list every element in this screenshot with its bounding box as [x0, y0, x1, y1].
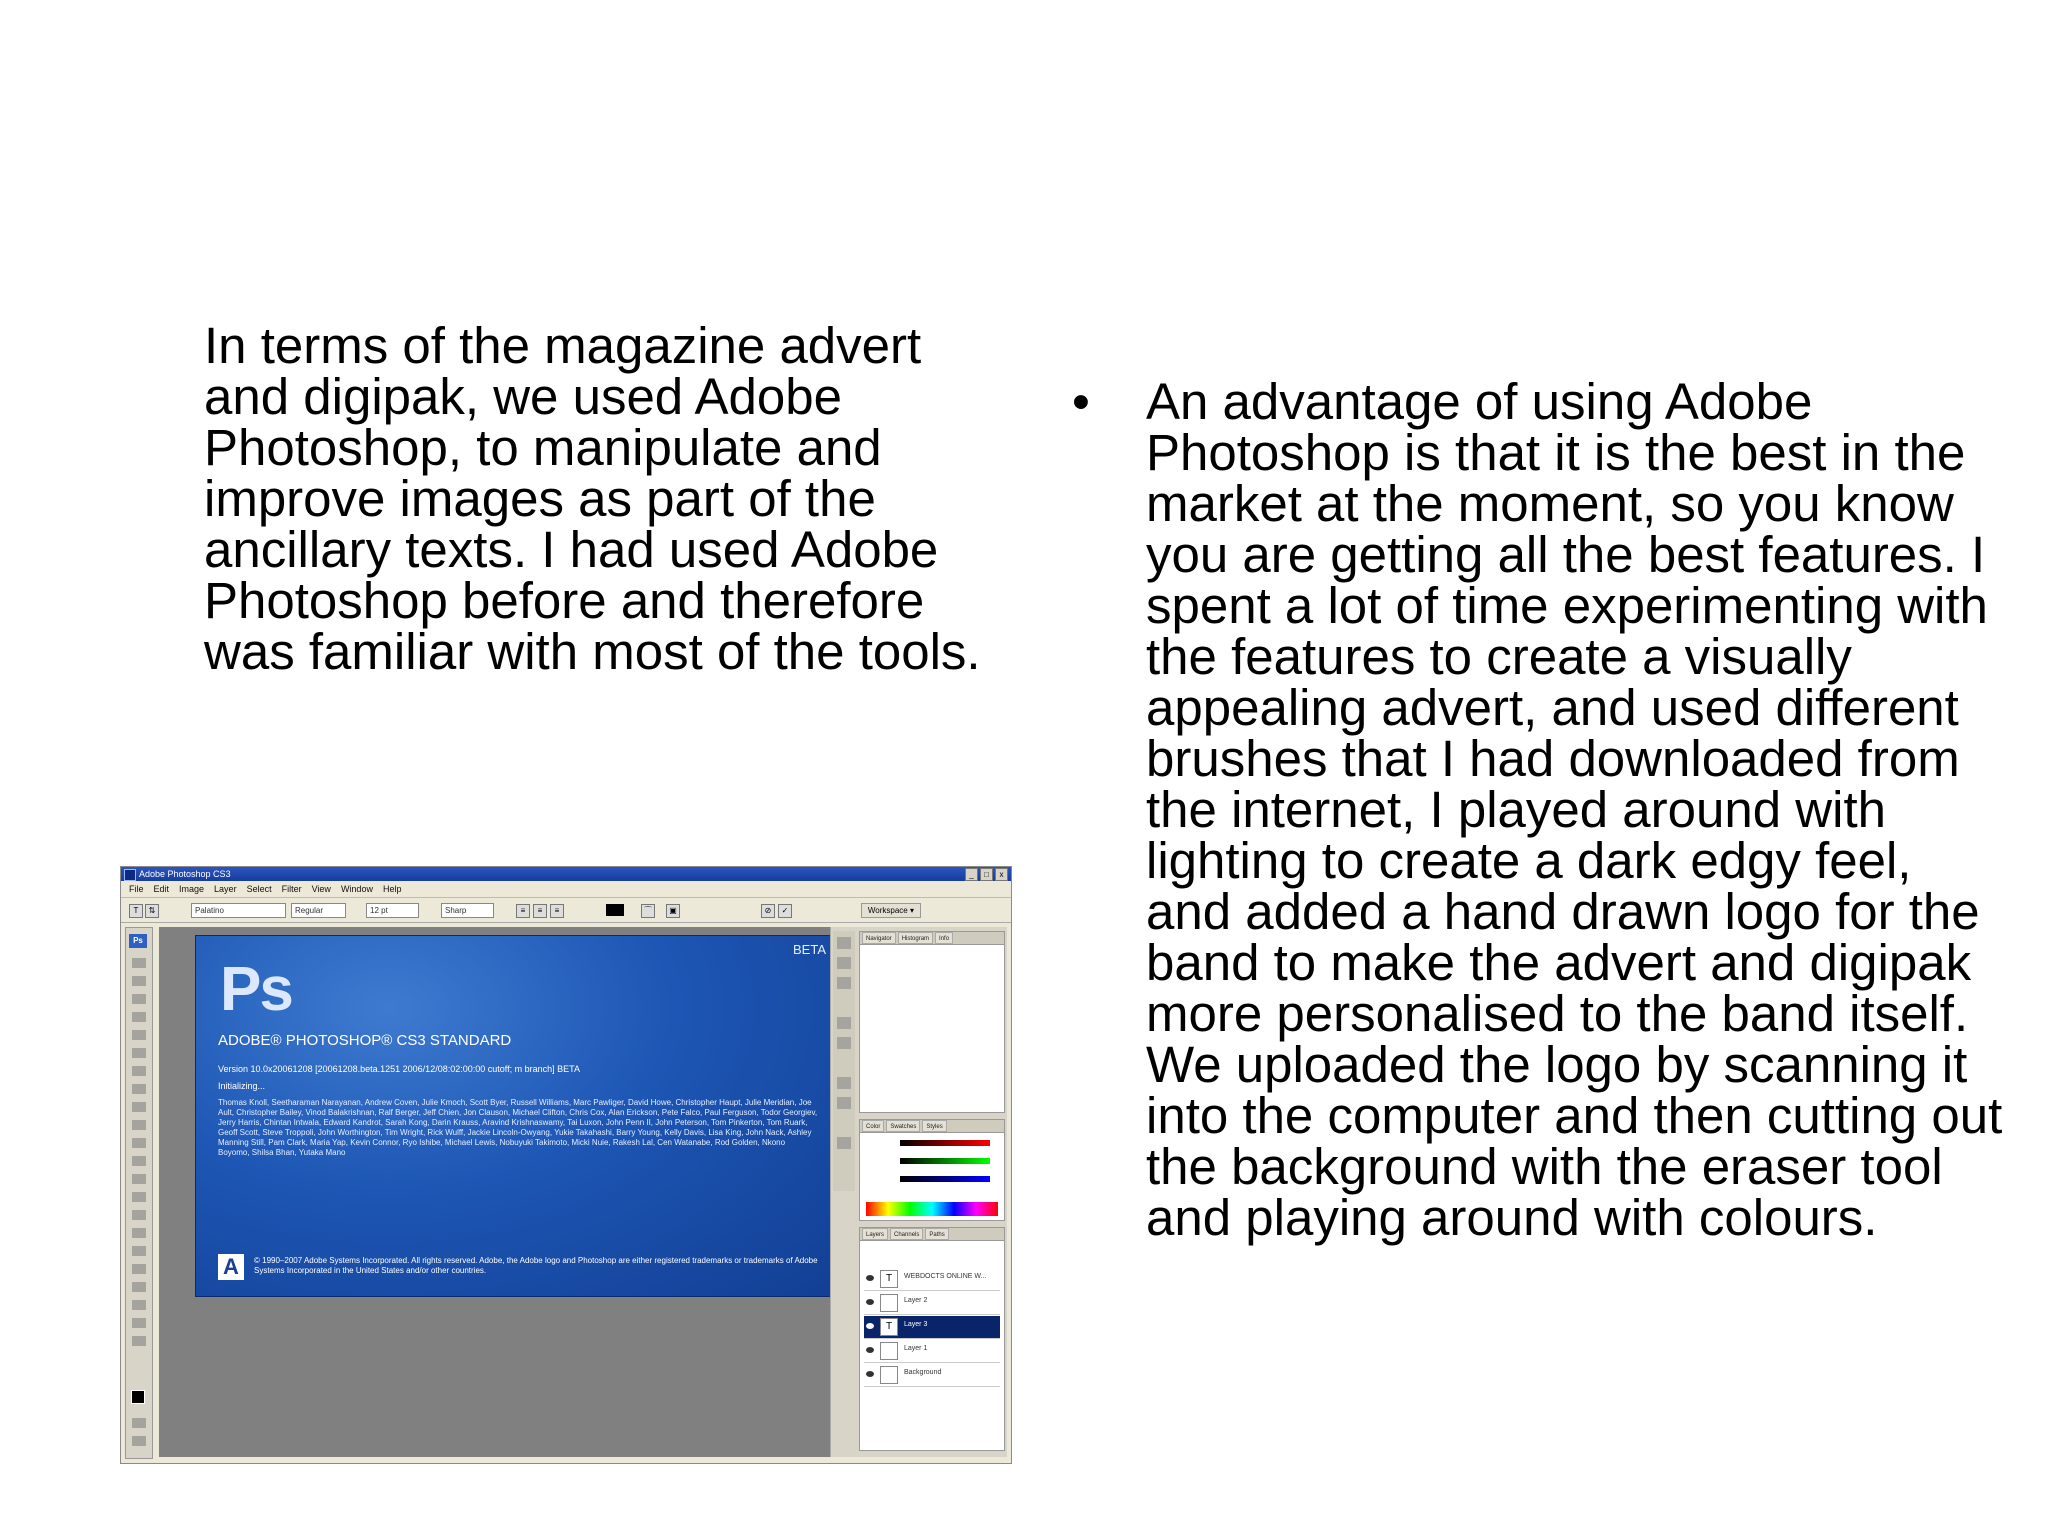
antialias-select[interactable]: Sharp	[441, 903, 494, 918]
adobe-logo-icon: A	[218, 1254, 244, 1280]
splash-product-name: ADOBE® PHOTOSHOP® CS3 STANDARD	[218, 1032, 512, 1049]
layer-thumbnail	[880, 1342, 898, 1360]
notes-tool-icon[interactable]	[132, 1282, 146, 1292]
menu-image[interactable]: Image	[179, 884, 205, 894]
toolbox-logo: Ps	[129, 934, 147, 948]
blur-tool-icon[interactable]	[132, 1174, 146, 1184]
pen-tool-icon[interactable]	[132, 1210, 146, 1220]
palettes-icon[interactable]: ▣	[666, 904, 680, 918]
eraser-tool-icon[interactable]	[132, 1138, 146, 1148]
shape-tool-icon[interactable]	[132, 1264, 146, 1274]
tab-styles[interactable]: Styles	[922, 1120, 946, 1132]
tab-color[interactable]: Color	[862, 1120, 884, 1132]
tab-info[interactable]: Info	[935, 932, 953, 944]
green-slider[interactable]	[900, 1158, 990, 1164]
stamp-tool-icon[interactable]	[132, 1102, 146, 1112]
eye-icon[interactable]	[866, 1323, 874, 1329]
tab-paths[interactable]: Paths	[925, 1228, 948, 1240]
history-brush-tool-icon[interactable]	[132, 1120, 146, 1130]
screen-mode-icon[interactable]	[132, 1436, 146, 1446]
tab-navigator[interactable]: Navigator	[862, 932, 896, 944]
crop-tool-icon[interactable]	[132, 1030, 146, 1040]
layer-name: Layer 2	[904, 1297, 928, 1304]
lasso-tool-icon[interactable]	[132, 994, 146, 1004]
splash-screen	[195, 935, 837, 1297]
dodge-tool-icon[interactable]	[132, 1192, 146, 1202]
font-size-select[interactable]: 12 pt	[366, 903, 419, 918]
menu-select[interactable]: Select	[246, 884, 272, 894]
paragraph-panel-icon[interactable]	[837, 1097, 851, 1109]
close-button[interactable]: x	[995, 868, 1008, 881]
type-tool-icon[interactable]: T	[129, 904, 143, 918]
navigator-panel	[859, 931, 1005, 1113]
layer-row[interactable]	[864, 1364, 1000, 1387]
text-color-swatch[interactable]	[606, 904, 624, 916]
clone-source-panel-icon[interactable]	[837, 1037, 851, 1049]
layer-row[interactable]	[864, 1268, 1000, 1291]
text-orientation-icon[interactable]: ⇅	[145, 904, 159, 918]
splash-credits: Thomas Knoll, Seetharaman Narayanan, Andrew Coven, Julie Kmoch, Scott Byer, Russell Williams, Marc Pawliger, David Howe, Christopher Haupt, Julie Meridian, Joe Ault, Christopher Bailey, Vinod Balakrishnan, Ralf Berger, Jeff Chien, Jon Clauson, Michael Clifton, Chris Cox, Alan Erickson, Pete Falco, Paul Ferguson, Todor Georgiev, Jerry Harris, Chintan Intwala, Edward Kandrot, Sarah Kong, Darin Krauss, Aravind Krishnaswamy, Tai Luxon, John Penn II, John Peterson, Tom Pinkerton, Tom Ruark, Geoff Scott, Steve Troppoli, John Worthington, Tim Wright, Rick Wulff, Jackie Lincoln-Owyang, Yukie Takahashi, Barry Young, Kelly Davis, Lisa King, John Nack, Ashley Manning Still, Pam Clark, Maria Yap, Kevin Connor, Ryo Ishibe, Michael Lewis, Nobuyuki Takimoto, Micki Nuie, Rakesh Lal, Cen Watanabe, Rod Golden, Nkono Boyomo, Shilsa Bhan, Yutaka Mano	[218, 1098, 818, 1157]
options-bar	[121, 897, 1011, 923]
tab-layers[interactable]: Layers	[862, 1228, 888, 1240]
menu-layer[interactable]: Layer	[214, 884, 237, 894]
warp-text-icon[interactable]: ⌒	[641, 904, 655, 918]
workspace-canvas	[159, 927, 942, 1457]
align-center-icon[interactable]: ≡	[533, 904, 547, 918]
eye-icon[interactable]	[866, 1299, 874, 1305]
layer-thumbnail: T	[880, 1270, 898, 1288]
align-left-icon[interactable]: ≡	[516, 904, 530, 918]
marquee-tool-icon[interactable]	[132, 976, 146, 986]
brushes-panel-icon[interactable]	[837, 1017, 851, 1029]
layer-row[interactable]	[864, 1340, 1000, 1363]
menu-window[interactable]: Window	[340, 884, 373, 894]
layer-name: Layer 3	[904, 1321, 928, 1328]
hand-tool-icon[interactable]	[132, 1318, 146, 1328]
layer-thumbnail	[880, 1366, 898, 1384]
splash-beta-label: BETA	[793, 942, 826, 957]
toolbox	[125, 927, 153, 1459]
tab-histogram[interactable]: Histogram	[898, 932, 933, 944]
layers-panel	[859, 1227, 1005, 1451]
eyedropper-tool-icon[interactable]	[132, 1300, 146, 1310]
color-panel	[859, 1119, 1005, 1221]
layer-name: Background	[904, 1369, 942, 1376]
splash-copyright: © 1990–2007 Adobe Systems Incorporated. All rights reserved. Adobe, the Adobe logo and Photoshop are either registered trademarks or trademarks of Adobe Systems Incorporated in the United States and/or other countries.	[254, 1256, 818, 1275]
splash-initializing: Initializing...	[218, 1081, 266, 1091]
healing-tool-icon[interactable]	[132, 1066, 146, 1076]
photoshop-screenshot	[120, 866, 1012, 1464]
font-style-select[interactable]: Regular	[291, 903, 346, 918]
zoom-tool-icon[interactable]	[132, 1336, 146, 1346]
photoshop-app-icon	[124, 869, 136, 881]
tab-channels[interactable]: Channels	[890, 1228, 923, 1240]
slice-tool-icon[interactable]	[132, 1048, 146, 1058]
path-selection-tool-icon[interactable]	[132, 1246, 146, 1256]
splash-version: Version 10.0x20061208 [20061208.beta.1251 2006/12/08:02:00:00 cutoff; m branch] BETA	[218, 1064, 580, 1074]
collapsed-panel-icons	[833, 931, 855, 1191]
cancel-icon[interactable]: ⊘	[761, 904, 775, 918]
character-panel-icon[interactable]	[837, 1077, 851, 1089]
window-controls	[965, 868, 1008, 881]
splash-ps-logo: Ps	[220, 955, 292, 1024]
type-tool-icon[interactable]	[132, 1228, 146, 1238]
quick-mask-icon[interactable]	[132, 1418, 146, 1428]
menu-edit[interactable]: Edit	[153, 884, 170, 894]
font-family-select[interactable]: Palatino	[191, 903, 286, 918]
layer-comps-panel-icon[interactable]	[837, 1137, 851, 1149]
layer-name: WEBDOCTS ONLINE W...	[904, 1273, 987, 1280]
menu-filter[interactable]: Filter	[281, 884, 302, 894]
red-slider[interactable]	[900, 1140, 990, 1146]
menu-bar	[121, 882, 1011, 896]
menu-file[interactable]: File	[129, 884, 144, 894]
commit-icon[interactable]: ✓	[778, 904, 792, 918]
layer-thumbnail: T	[880, 1318, 898, 1336]
bullet-marker: •	[1072, 373, 1090, 430]
tab-swatches[interactable]: Swatches	[886, 1120, 920, 1132]
navigator-panel-tabs	[860, 932, 1004, 945]
tool-presets-panel-icon[interactable]	[837, 977, 851, 989]
workspace-menu[interactable]: Workspace ▾	[861, 903, 921, 918]
eye-icon[interactable]	[866, 1347, 874, 1353]
right-paragraph: An advantage of using Adobe Photoshop is that it is the best in the market at the moment, so you know you are getting all the best features. I spent a lot of time experimenting with the features to create a visually appealing advert, and used different brushes that I had downloaded from the internet, I played around with lighting to create a dark edgy feel, and added a hand drawn logo for the band to make the advert and digipak more personalised to the band itself. We uploaded the logo by scanning it into the computer and then cutting out the background with the eraser tool and playing around with colours.	[1146, 373, 2003, 1246]
blue-slider[interactable]	[900, 1176, 990, 1182]
magic-wand-tool-icon[interactable]	[132, 1012, 146, 1022]
layer-row[interactable]	[864, 1292, 1000, 1315]
history-panel-icon[interactable]	[837, 937, 851, 949]
layers-panel-tabs	[860, 1228, 1004, 1241]
eye-icon[interactable]	[866, 1275, 874, 1281]
color-spectrum[interactable]	[866, 1202, 998, 1216]
gradient-tool-icon[interactable]	[132, 1156, 146, 1166]
left-paragraph: In terms of the magazine advert and digipak, we used Adobe Photoshop, to manipulate and improve images as part of the ancillary texts. I had used Adobe Photoshop before and therefore was familiar with most of the tools.	[204, 317, 981, 680]
menu-help[interactable]: Help	[382, 884, 402, 894]
foreground-color-swatch[interactable]	[131, 1390, 145, 1404]
align-right-icon[interactable]: ≡	[550, 904, 564, 918]
move-tool-icon[interactable]	[132, 958, 146, 968]
color-panel-tabs	[860, 1120, 1004, 1133]
layer-name: Layer 1	[904, 1345, 928, 1352]
layer-thumbnail	[880, 1294, 898, 1312]
window-titlebar	[121, 867, 1011, 881]
panel-dock	[830, 927, 1007, 1457]
eye-icon[interactable]	[866, 1371, 874, 1377]
menu-view[interactable]: View	[311, 884, 331, 894]
actions-panel-icon[interactable]	[837, 957, 851, 969]
brush-tool-icon[interactable]	[132, 1084, 146, 1094]
layer-row-selected[interactable]	[864, 1316, 1000, 1339]
maximize-button[interactable]: □	[980, 868, 993, 881]
window-title: Adobe Photoshop CS3	[139, 869, 231, 879]
minimize-button[interactable]: _	[965, 868, 978, 881]
